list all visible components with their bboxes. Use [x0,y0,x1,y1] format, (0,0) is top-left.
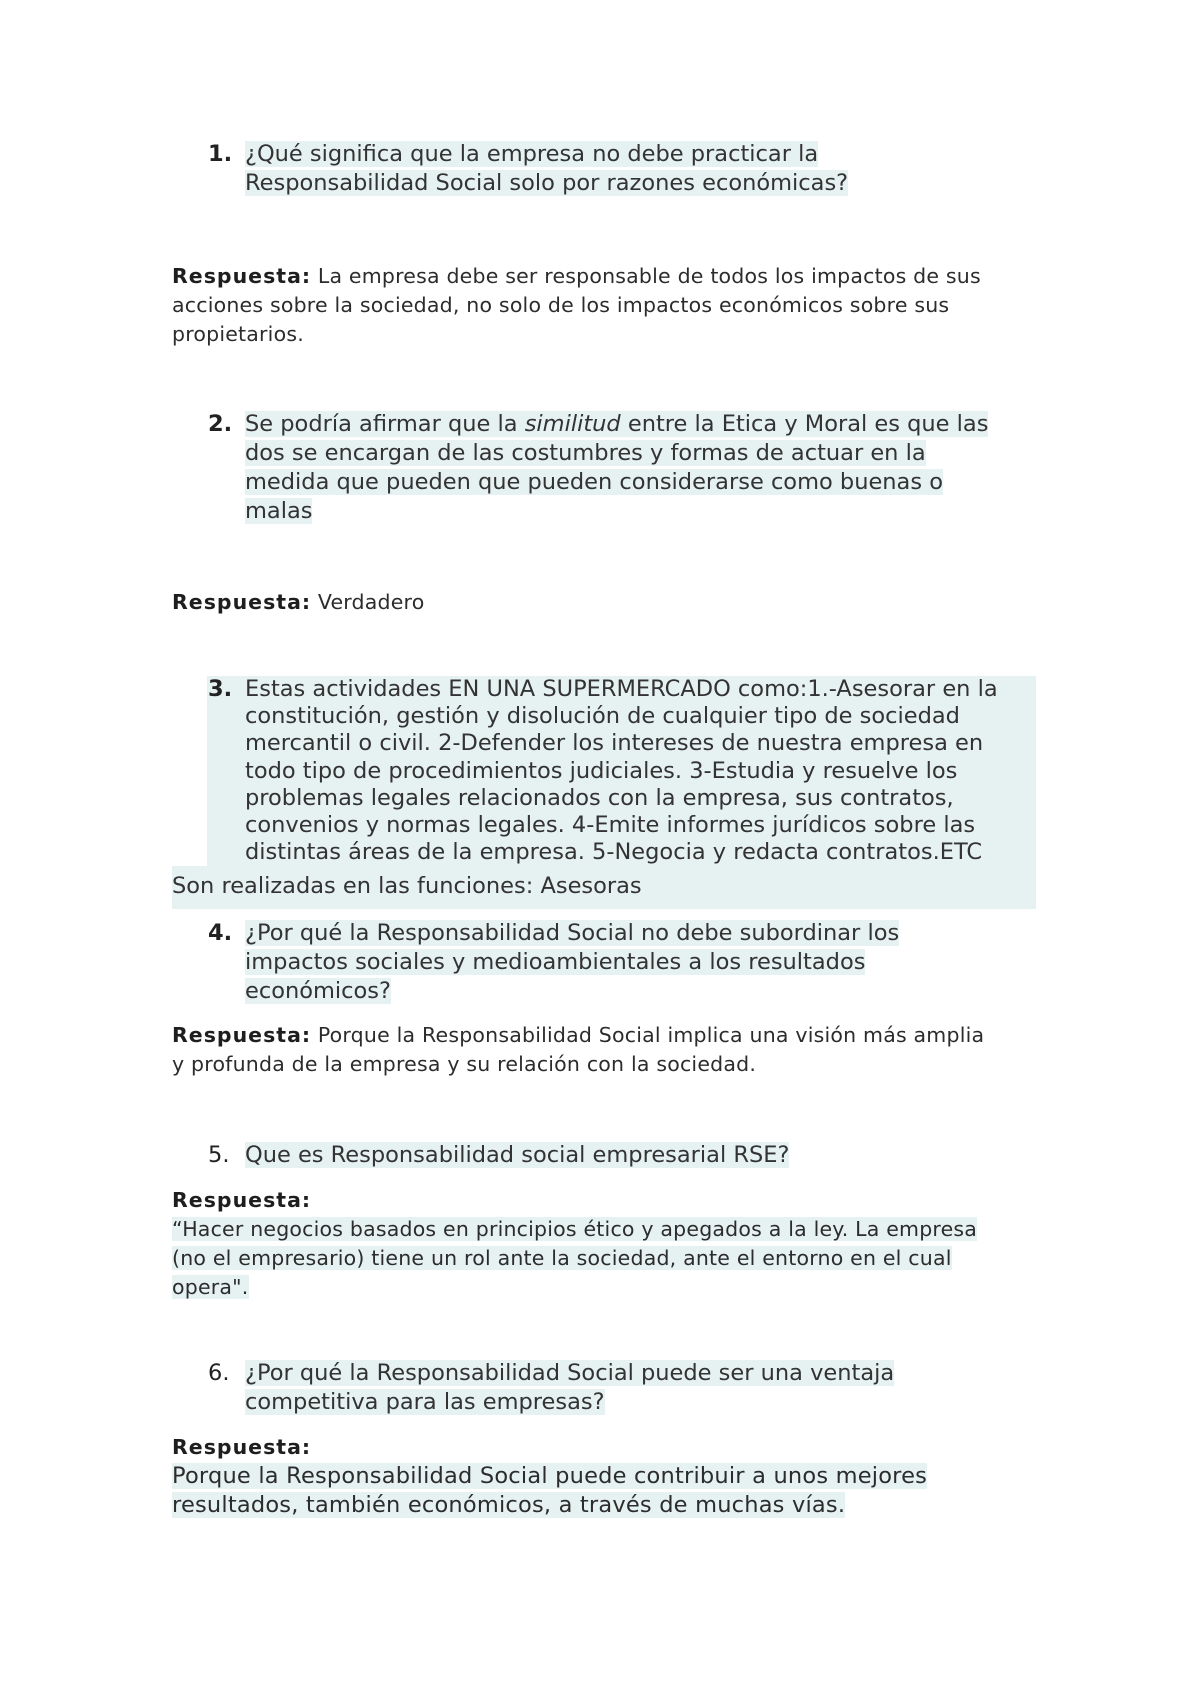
question-text: ¿Por qué la Responsabilidad Social no debe subordinar los [245,920,900,946]
question-text: Estas actividades EN UNA SUPERMERCADO como:1.-Asesorar en la [245,676,998,702]
answer-text: Verdadero [317,590,425,614]
answer-6 [172,1433,1038,1520]
question-text: ¿Qué significa que la empresa no debe practicar la [245,141,819,167]
question-text: impactos sociales y medioambientales a los resultados [245,949,866,975]
answer-text: resultados, también económicos, a través de muchas vías. [172,1492,846,1518]
answer-label: Respuesta: [172,264,312,288]
answer-1 [172,262,1038,349]
answer-label: Respuesta: [172,1435,312,1459]
question-text: Responsabilidad Social solo por razones económicas? [245,170,849,196]
italic-word: similitud [524,411,621,437]
answer-text: (no el empresario) tiene un rol ante la sociedad, ante el entorno en el cual [172,1246,952,1270]
question-1 [172,140,1038,198]
question-text: económicos? [245,978,391,1004]
answer-label: Respuesta: [172,1023,312,1047]
question-4 [172,919,1038,1006]
answer-text: opera". [172,1275,249,1299]
item-number: 2. [208,411,233,437]
question-text: malas [245,498,313,524]
question-5 [172,1141,1038,1170]
question-text: problemas legales relacionados con la empresa, sus contratos, [245,784,954,811]
item-number: 1. [208,141,233,167]
item-number: 5. [208,1142,230,1168]
item-3-tail: Son realizadas en las funciones: Asesoras [172,873,642,900]
answer-label: Respuesta: [172,1188,312,1212]
question-text: todo tipo de procedimientos judiciales. 3-Estudia y resuelve los [245,757,958,784]
item-6 [172,1359,1038,1417]
item-number: 3. [208,676,233,702]
item-5 [172,1141,1038,1170]
item-number: 4. [208,920,233,946]
answer-4 [172,1021,1038,1079]
answer-text: Porque la Responsabilidad Social puede contribuir a unos mejores [172,1463,928,1489]
question-text: ¿Por qué la Responsabilidad Social puede ser una ventaja [245,1360,895,1386]
answer-text: acciones sobre la sociedad, no solo de los impactos económicos sobre sus [172,293,950,317]
question-text: mercantil o civil. 2-Defender los intereses de nuestra empresa en [245,730,984,757]
answer-2 [172,588,1038,617]
question-text: distintas áreas de la empresa. 5-Negocia y redacta contratos.ETC [245,839,983,866]
answer-text: La empresa debe ser responsable de todos los impactos de sus [317,264,981,288]
item-2 [172,410,1038,526]
question-text: dos se encargan de las costumbres y formas de actuar en la [245,440,926,466]
answer-text: Porque la Responsabilidad Social implica una visión más amplia [317,1023,985,1047]
question-text: constitución, gestión y disolución de cualquier tipo de sociedad [245,703,960,730]
question-text: Que es Responsabilidad social empresarial RSE? [245,1142,790,1168]
question-6 [172,1359,1038,1417]
question-2 [172,410,1038,526]
question-3 [172,676,1038,866]
question-text: Se podría afirmar que la similitud entre la Etica y Moral es que las [245,411,989,437]
question-text: medida que pueden que pueden considerarse como buenas o [245,469,943,495]
item-1 [172,140,1038,198]
item-3 [172,676,1038,901]
item-4 [172,919,1038,1006]
question-text: convenios y normas legales. 4-Emite informes jurídicos sobre las [245,812,976,839]
answer-text: propietarios. [172,322,304,346]
item-number: 6. [208,1360,230,1386]
question-text: competitiva para las empresas? [245,1389,605,1415]
answer-label: Respuesta: [172,590,312,614]
answer-5 [172,1186,1038,1302]
answer-text: “Hacer negocios basados en principios ético y apegados a la ley. La empresa [172,1217,978,1241]
answer-text: y profunda de la empresa y su relación con la sociedad. [172,1052,757,1076]
